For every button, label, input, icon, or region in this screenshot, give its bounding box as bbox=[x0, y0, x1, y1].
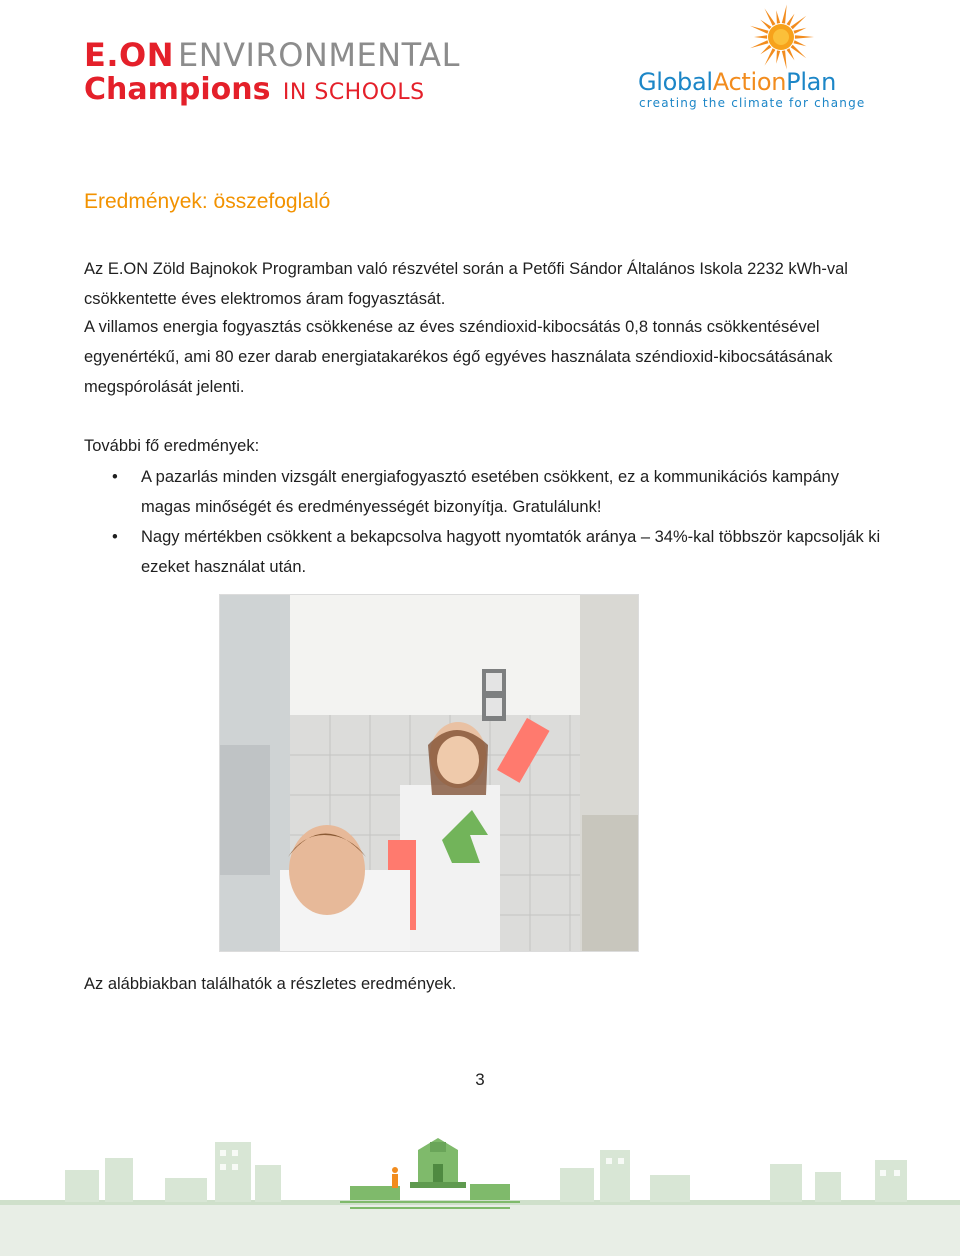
eon-logo-champions: Champions bbox=[84, 72, 271, 107]
gap-logo-global: Global bbox=[638, 68, 713, 96]
section-title: Eredmények: összefoglaló bbox=[84, 190, 331, 213]
gap-logo-plan: Plan bbox=[786, 68, 836, 96]
sun-ray bbox=[776, 10, 780, 23]
sun-ray bbox=[760, 20, 771, 30]
sun-ray bbox=[794, 40, 807, 46]
sun-icon bbox=[741, 4, 821, 74]
sun-ray bbox=[765, 8, 776, 25]
closing-sentence: Az alábbiakban találhatók a részletes eredmények. bbox=[84, 975, 457, 993]
eon-logo-environmental: ENVIRONMENTAL bbox=[178, 36, 460, 74]
paragraph-co2: A villamos energia fogyasztás csökkenése az éves széndioxid-kibocsátás 0,8 tonnás csökkentésével egyenértékű, ami 80 ezer darab energiatakarékos égő egyéves használata széndioxid-kibocsátásának megspórolását jelenti. bbox=[84, 318, 833, 396]
sun-ray bbox=[794, 28, 807, 34]
eon-logo-in-schools: IN SCHOOLS bbox=[282, 80, 425, 105]
gap-logo-wordmark bbox=[638, 68, 836, 96]
paragraph-savings: Az E.ON Zöld Bajnokok Programban való részvétel során a Petőfi Sándor Általános Iskola 2232 kWh-val csökkentette éves elektromos áram fogyasztását. bbox=[84, 260, 848, 308]
students-photo bbox=[219, 594, 639, 952]
sun-ray bbox=[791, 16, 807, 29]
results-list bbox=[84, 462, 884, 582]
sun-ray bbox=[750, 26, 769, 34]
sun-ray bbox=[782, 50, 787, 69]
list-item-text: Nagy mértékben csökkent a bekapcsolva hagyott nyomtatók aránya – 34%-kal többször kapcsolják ki ezeket használat után. bbox=[141, 528, 881, 576]
page-number: 3 bbox=[475, 1070, 485, 1089]
global-action-plan-logo bbox=[638, 4, 878, 114]
sun-ray bbox=[754, 35, 767, 38]
sun-ray bbox=[787, 14, 795, 26]
sun-ray bbox=[782, 5, 787, 24]
gap-logo-action: Action bbox=[712, 68, 787, 96]
sun-ray bbox=[776, 50, 780, 63]
footer-illustration bbox=[0, 1120, 960, 1256]
sun-ray bbox=[750, 40, 769, 48]
bullet-icon: • bbox=[112, 468, 118, 486]
eon-logo-brand: E.ON bbox=[84, 36, 174, 74]
further-results-label: További fő eredmények: bbox=[84, 437, 260, 455]
list-item bbox=[84, 462, 884, 522]
bullet-icon: • bbox=[112, 528, 118, 546]
gap-logo-tagline: creating the climate for change bbox=[639, 96, 866, 110]
sun-ray bbox=[791, 45, 807, 59]
sun-ray bbox=[760, 45, 771, 55]
eon-logo bbox=[84, 38, 460, 111]
sun-ray bbox=[795, 35, 814, 38]
sun-ray bbox=[765, 48, 776, 65]
list-item bbox=[84, 522, 884, 582]
list-item-text: A pazarlás minden vizsgált energiafogyasztó esetében csökkent, ez a kommunikációs kampány magas minőségét és eredményességét bizonyítja. Gratulálunk! bbox=[141, 468, 839, 516]
sun-ray bbox=[787, 48, 795, 60]
